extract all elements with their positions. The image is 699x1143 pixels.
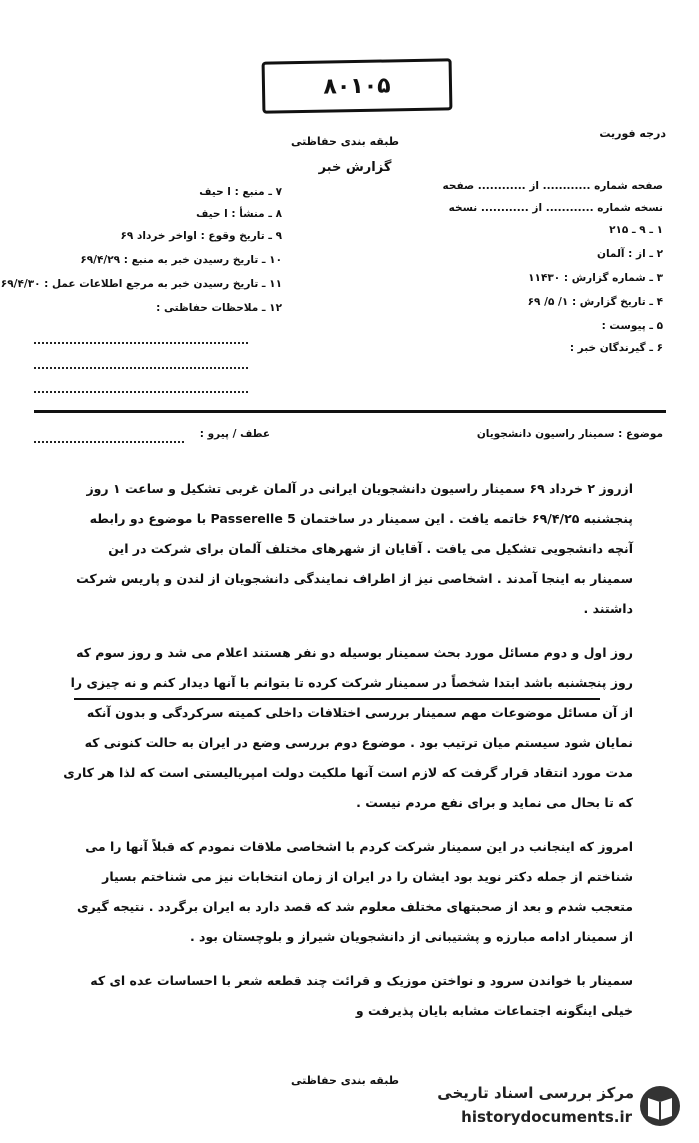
field-report-number: ۳ ـ شماره گزارش : ۱۱۴۳۰ [528,272,663,284]
section-divider [34,410,666,413]
classification-label-bottom: طبقه بندی حفاظتی [290,1074,400,1087]
blank-line [34,440,184,443]
field-event-date: ۹ ـ تاریخ وقوع : اواخر خرداد ۶۹ [120,230,282,242]
report-body [63,474,633,1040]
body-paragraph: امروز که اینجانب در این سمینار شرکت کردم با اشخاصی ملاقات نمودم که قبلاً آنها را می شناختم از جمله دکتر نوید بود ایشان را در ایران از زمان انتخابات نیز می شناختم بسیار متعجب شدم و بعد از صحبتهای مختلف معلوم شد که قصد دارد به ایران برگردد . نتیجه گیری از سمینار ادامه مبارزه و پشتیبانی از دانشجویان شیراز و بلوچستان بود . [76,839,633,944]
field-attachment: ۵ ـ پیوست : [601,320,663,332]
body-paragraph: سمینار با خواندن سرود و نواختن موزیک و قرائت چند قطعه شعر با احساسات عده ای که خیلی اینگونه اجتماعات مشابه بایان پذیرفت و [90,973,633,1018]
field-reference-received-date: ۱۱ ـ تاریخ رسیدن خبر به مرجع اطلاعات عمل : ۶۹/۴/۳۰ [0,278,282,290]
left-fields [0,186,282,324]
logo-url: historydocuments.ir [461,1108,632,1126]
body-paragraph: روز اول و دوم مسائل مورد بحث سمینار بوسیله دو نفر هستند اعلام می شد و روز سوم که روز پنجشنبه باشد ابتدا شخصاً در سمینار شرکت کرده تا بتوانم با آنها دیدار کنم و نه چیزی را از آن مسائل موضوعات مهم سمینار بررسی اختلافات داخلی کمیته سرکردگی و بدون آنکه نمایان شود سیستم میان ترتیب بود . موضوع دوم بررسی وضع در ایران به حالت کنونی که مدت مورد انتقاد قرار گرفت که لازم است آنها ملکیت دولت امپریالیستی است که لذا هر کاری که تا بحال می نماید و برای نفع مردم نیست . [63,645,633,810]
field-source-received-date: ۱۰ ـ تاریخ رسیدن خبر به منبع : ۶۹/۴/۲۹ [80,254,282,266]
reference-label: عطف / پیرو : [199,428,270,440]
field-page-number: صفحه شماره ............ از ............ صفحه [442,180,663,192]
document-number: ۸۰۱۰۵ [323,72,391,100]
blank-line [34,366,248,369]
body-paragraph: ازروز ۲ خرداد ۶۹ سمینار راسیون دانشجویان ایرانی در آلمان غربی تشکیل و ساعت ۱ روز پنجشنبه ۶۹/۴/۲۵ خاتمه یافت . این سمینار در ساختمان Passerelle 5 با موضوع دو رابطه آنچه دانشجویی تشکیل می یافت . آقایان از شهرهای مختلف آلمان برای شرکت در این سمینار به اینجا آمدند . اشخاصی نیز از اطراف نمایندگی دانشجویان از لندن و پاریس شرکت داشتند . [76,481,633,616]
blank-line [34,341,248,344]
priority-label: درجه فوریت [599,127,666,140]
field-security-notes: ۱۲ ـ ملاحظات حفاظتی : [156,302,282,314]
field-origin: ۸ ـ منشأ : ا حیف [196,208,282,220]
field-from: ۲ ـ از : آلمان [597,248,663,260]
field-report-date: ۴ ـ تاریخ گزارش : ۱/ ۵/ ۶۹ [527,296,663,308]
subject-line: موضوع : سمینار راسیون دانشجویان [476,428,663,440]
logo-title: مرکز بررسی اسناد تاریخی [437,1084,634,1102]
blank-line [34,390,248,393]
right-fields [407,180,663,364]
classification-label-top: طبقه بندی حفاظتی [290,135,400,148]
field-copy-number: نسخه شماره ............ از ............ نسخه [448,202,663,214]
archive-logo [412,1080,682,1132]
book-logo-icon [638,1084,682,1128]
field-row: ۱ ـ ۹ ـ ۲۱۵ [609,224,663,236]
handwritten-underline [74,698,600,700]
report-title: گزارش خبر [318,160,392,175]
field-source: ۷ ـ منبع : ا حیف [199,186,282,198]
document-number-stamp [262,58,453,113]
field-recipients: ۶ ـ گیرندگان خبر : [569,342,663,354]
